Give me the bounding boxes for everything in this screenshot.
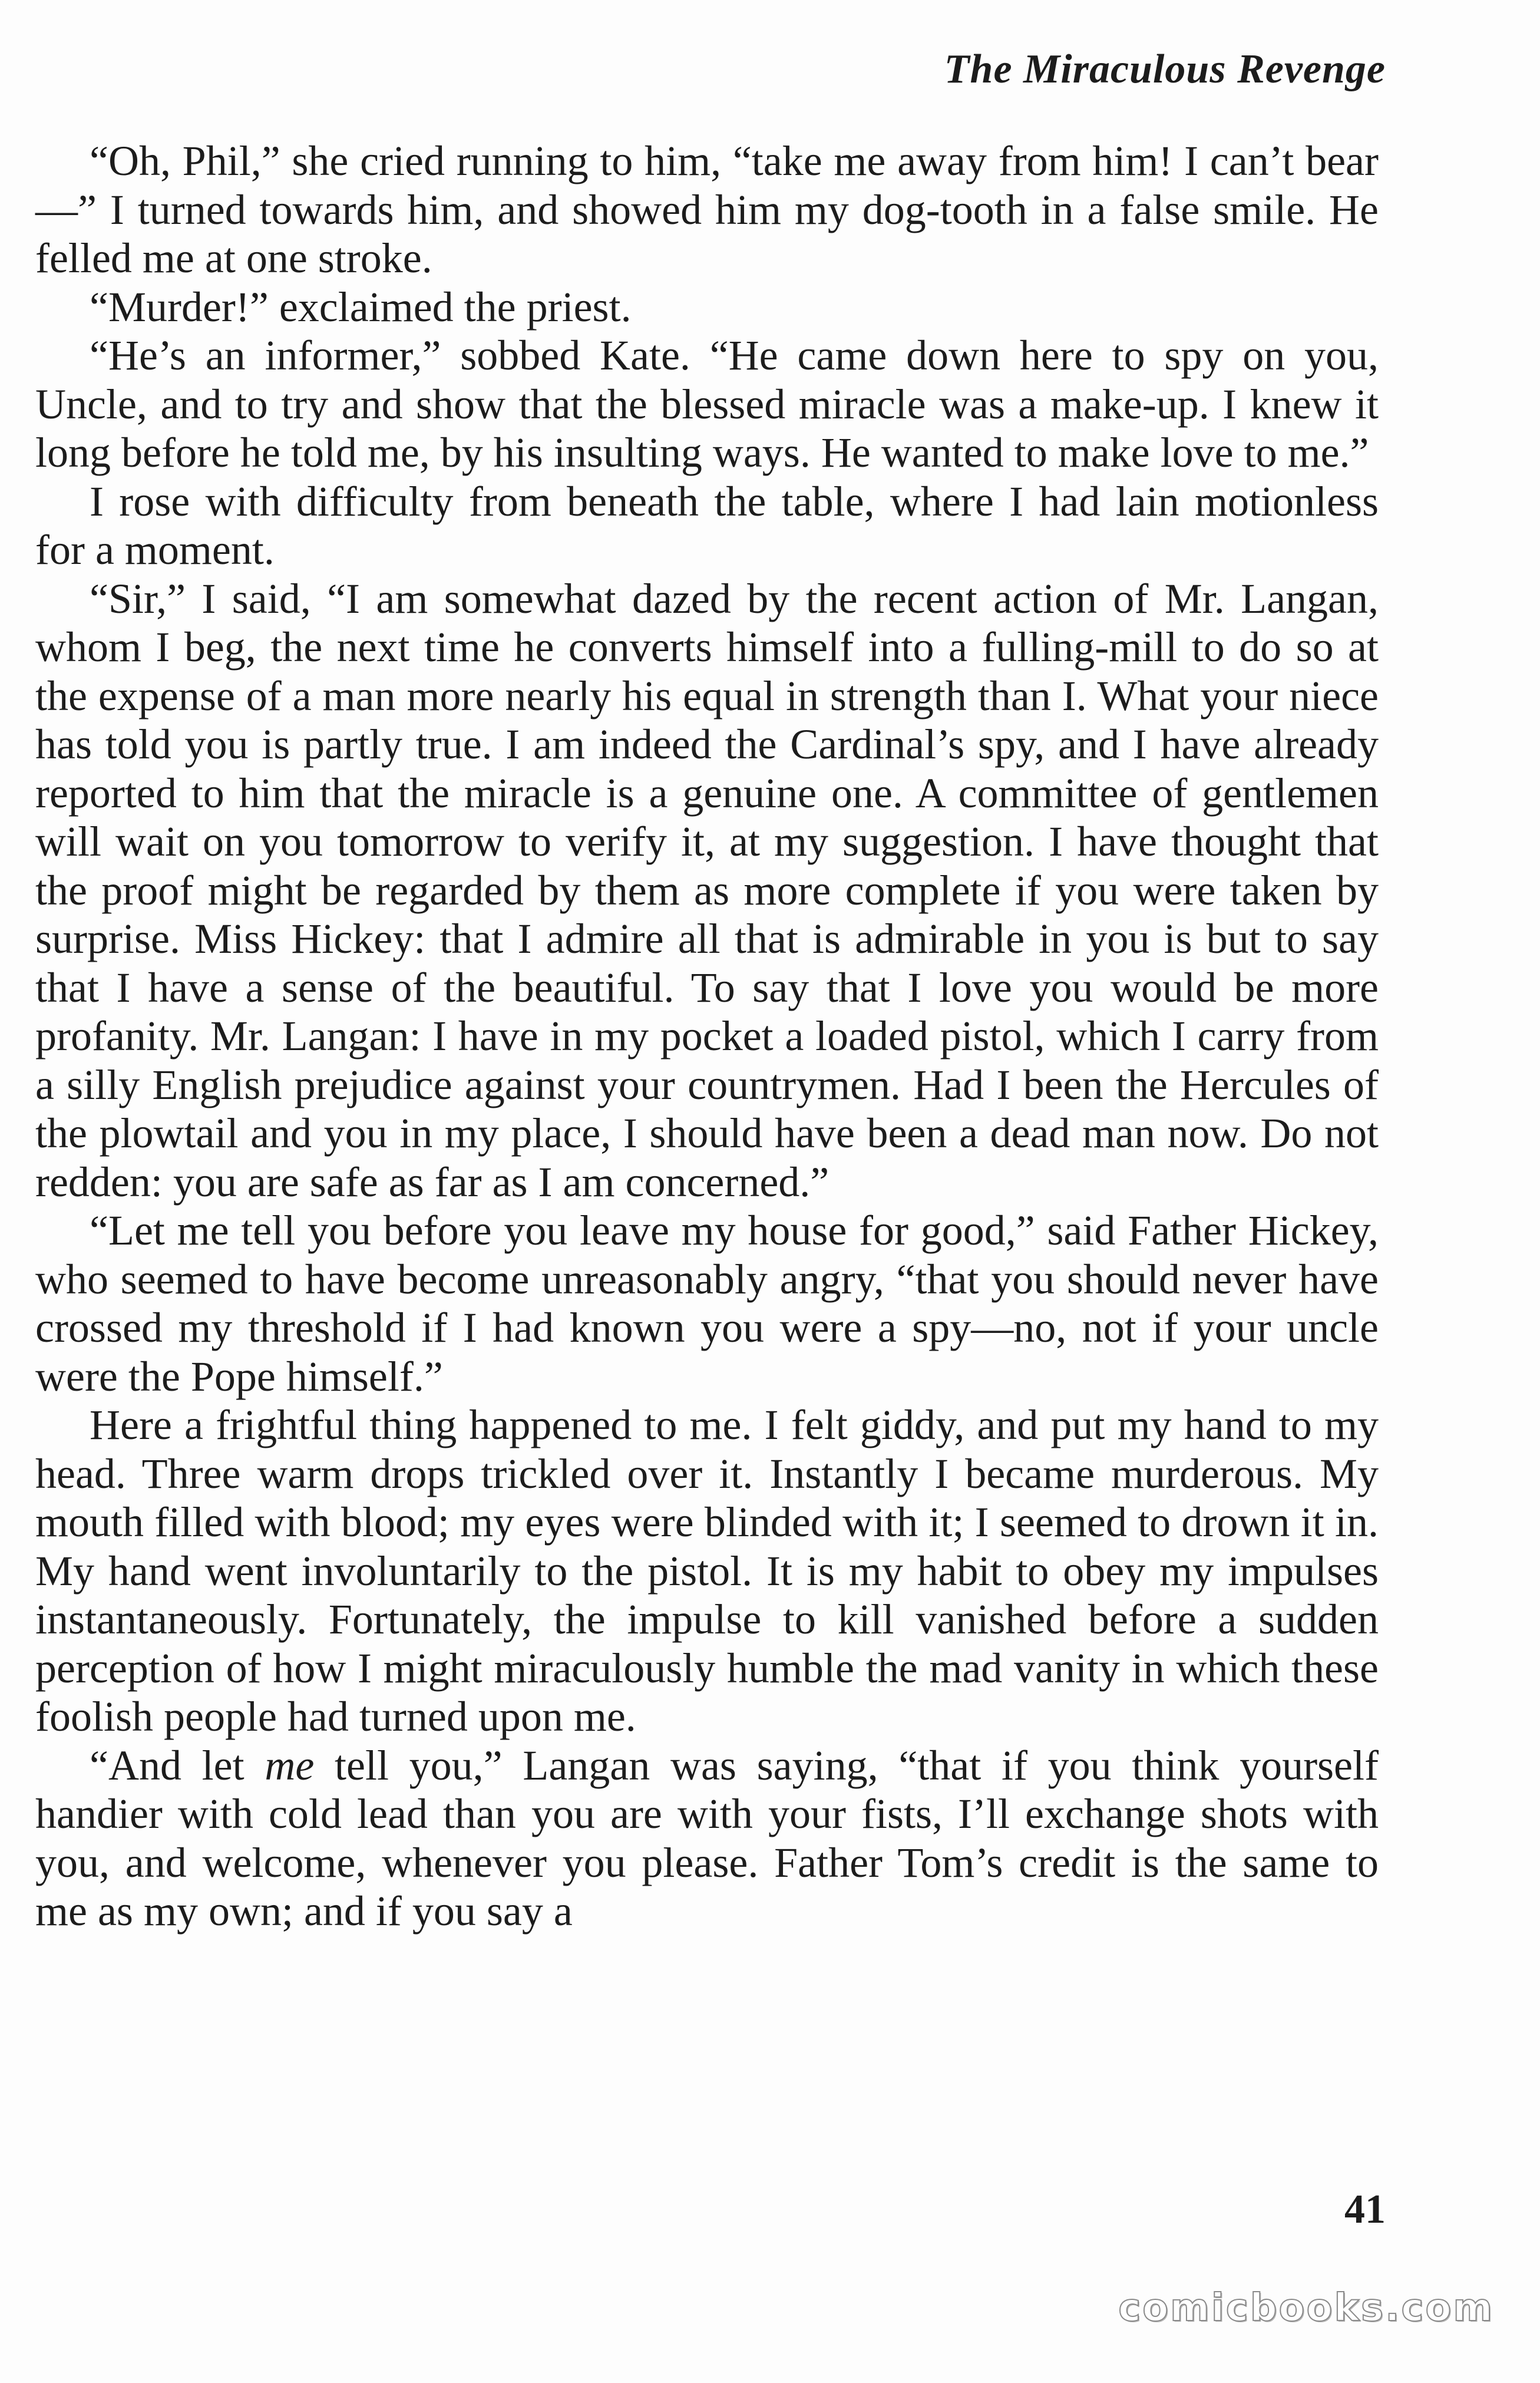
paragraph-text: “Oh, Phil,” she cried running to him, “take me away from him! I can’t bear—” I turned towards him, and showed him my dog-tooth in a false smile. He felled me at one stroke. xyxy=(35,137,1379,282)
paragraph xyxy=(35,1741,1379,1936)
running-head: The Miraculous Revenge xyxy=(944,47,1386,92)
paragraph xyxy=(35,1401,1379,1741)
watermark: comicbooks.com xyxy=(1118,2286,1494,2330)
paragraph xyxy=(35,477,1379,575)
paragraph-text: “Sir,” I said, “I am somewhat dazed by the recent action of Mr. Langan, whom I beg, the next time he converts himself into a fulling-mill to do so at the expense of a man more nearly his equal in strength than I. What your niece has told you is partly true. I am indeed the Cardinal’s spy, and I have already reported to him that the miracle is a genuine one. A committee of gentlemen will wait on you tomorrow to verify it, at my suggestion. I have thought that the proof might be regarded by them as more complete if you were taken by surprise. Miss Hickey: that I admire all that is admirable in you is but to say that I have a sense of the beautiful. To say that I love you would be more profanity. Mr. Langan: I have in my pocket a loaded pistol, which I carry from a silly English prejudice against your countrymen. Had I been the Hercules of the plowtail and you in my place, I should have been a dead man now. Do not redden: you are safe as far as I am concerned.” xyxy=(35,575,1379,1206)
paragraph-text: Here a frightful thing happened to me. I felt giddy, and put my hand to my head. Three warm drops trickled over it. Instantly I became murderous. My mouth filled with blood; my eyes were blinded with it; I seemed to drown it in. My hand went involuntarily to the pistol. It is my habit to obey my impulses instantaneously. Fortunately, the impulse to kill vanished before a sudden perception of how I might miraculously humble the mad vanity in which these foolish people had turned upon me. xyxy=(35,1401,1379,1740)
emphasis-text: me xyxy=(265,1741,315,1789)
paragraph-text: tell you,” Langan was saying, “that if you think yourself handier with cold lead than you are with your fists, I’ll exchange shots with you, and welcome, whenever you please. Father Tom’s credit is the same to me as my own; and if you say a xyxy=(35,1741,1379,1935)
paragraph xyxy=(35,283,1379,332)
paragraph-text: “Murder!” exclaimed the priest. xyxy=(90,283,632,331)
paragraph xyxy=(35,1206,1379,1401)
paragraph-text: “And let xyxy=(90,1741,265,1789)
page-number: 41 xyxy=(1344,2187,1386,2232)
paragraph xyxy=(35,575,1379,1207)
paragraph-text: “He’s an informer,” sobbed Kate. “He came down here to spy on you, Uncle, and to try and show that the blessed miracle was a make-up. I knew it long before he told me, by his insulting ways. He wanted to make love to me.” xyxy=(35,332,1379,476)
paragraph-text: “Let me tell you before you leave my house for good,” said Father Hickey, who seemed to have become unreasonably angry, “that you should never have crossed my threshold if I had known you were a spy—no, not if your uncle were the Pope himself.” xyxy=(35,1207,1379,1400)
paragraph xyxy=(35,137,1379,283)
body-text xyxy=(35,137,1379,1936)
paragraph-text: I rose with difficulty from beneath the table, where I had lain motionless for a moment. xyxy=(35,477,1379,573)
paragraph xyxy=(35,331,1379,477)
